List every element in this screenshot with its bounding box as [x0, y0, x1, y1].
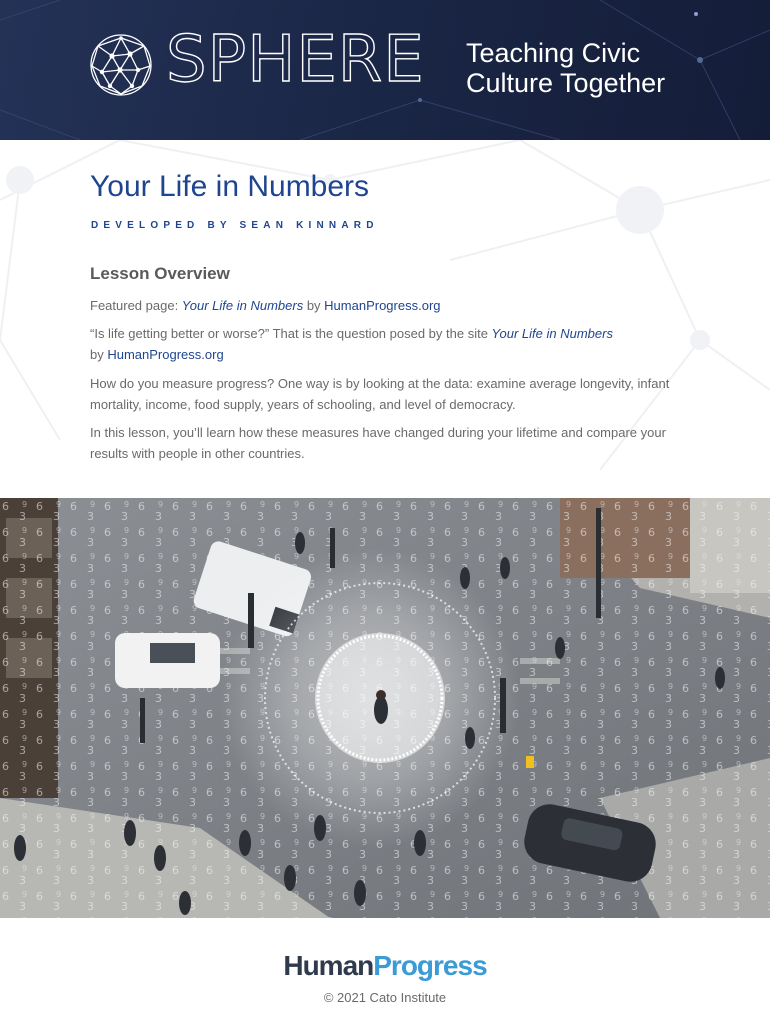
header-banner: [0, 0, 770, 140]
lesson-paragraph: In this lesson, you’ll learn how these measures have changed during your lifetime and compare your results with people in other countries.: [90, 425, 666, 461]
logo-progress-text: Progress: [373, 950, 487, 981]
copyright-notice: © 2021 Cato Institute: [323, 990, 447, 1005]
sphere-logo-icon: [88, 32, 154, 98]
featured-page-paragraph: [90, 295, 690, 316]
featured-by: by: [303, 298, 325, 313]
white-car: [115, 633, 220, 688]
featured-prefix: Featured page:: [90, 298, 182, 313]
tagline-line-1: Teaching Civic: [466, 38, 641, 68]
section-heading-lesson-overview: Lesson Overview: [90, 264, 230, 283]
question-by: by: [90, 347, 108, 362]
featured-site-link[interactable]: HumanProgress.org: [324, 298, 441, 313]
tagline-line-2: Culture Together: [466, 68, 666, 98]
author-byline: DEVELOPED BY SEAN KINNARD: [91, 220, 379, 231]
question-page-link[interactable]: Your Life in Numbers: [491, 326, 613, 341]
tagline: [466, 38, 665, 98]
question-paragraph: [90, 323, 690, 365]
humanprogress-logo: [0, 950, 770, 982]
document-title: Your Life in Numbers: [90, 170, 370, 203]
featured-page-link[interactable]: Your Life in Numbers: [181, 298, 304, 313]
logo-human-text: Human: [283, 950, 374, 981]
measure-progress-paragraph: How do you measure progress? One way is by looking at the data: examine average longevity, infant mortality, income, food supply, years of schooling, and level of democracy.: [90, 376, 670, 412]
question-text: “Is life getting better or worse?” That is the question posed by the site: [90, 326, 492, 341]
street-crossing-photo: [0, 498, 770, 918]
photo-illustration: [0, 498, 770, 918]
question-site-link[interactable]: HumanProgress.org: [107, 347, 224, 362]
sphere-wordmark: SPHERE: [166, 23, 425, 97]
